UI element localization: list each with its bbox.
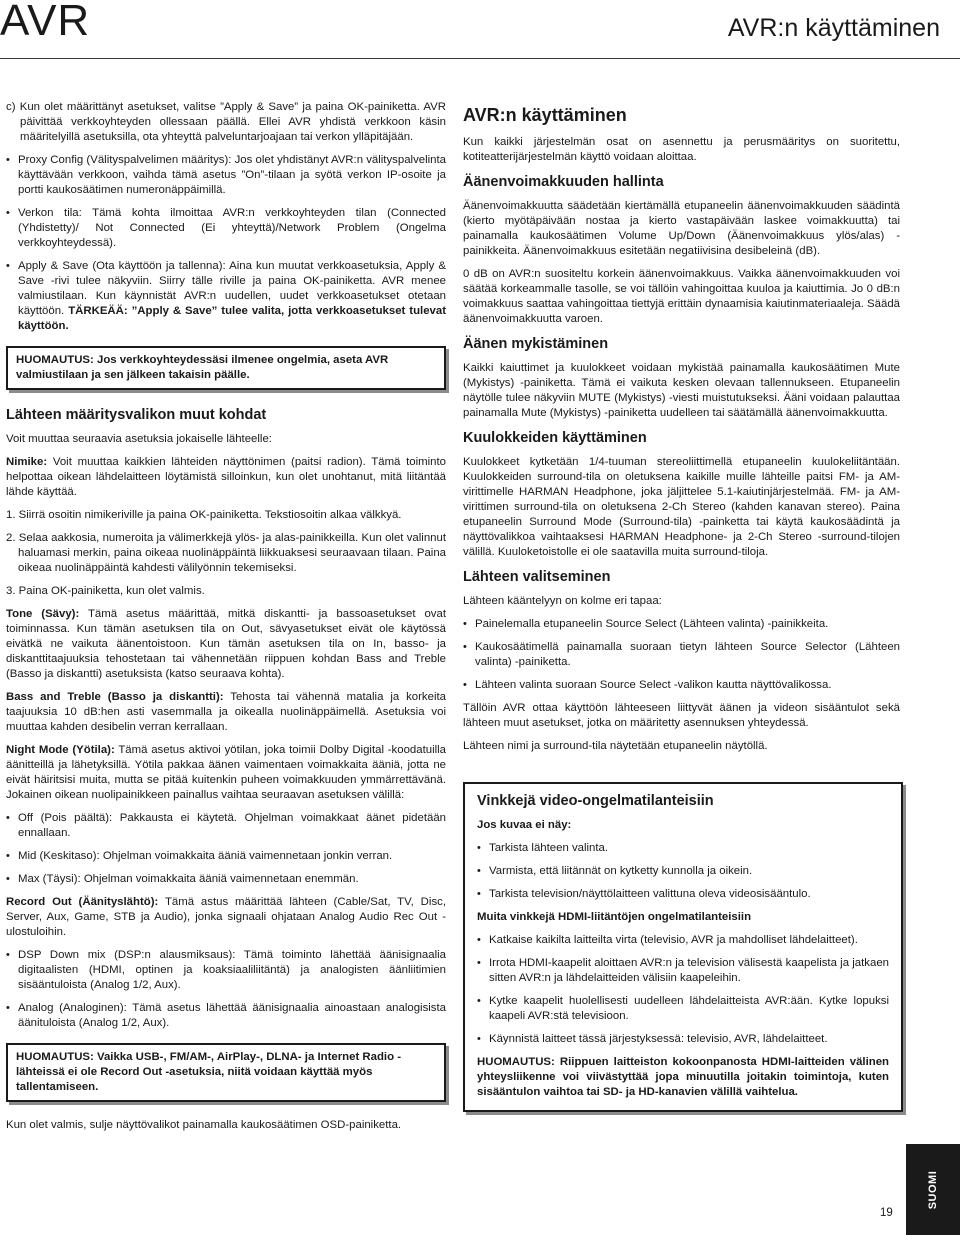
bullet-icon: •: [6, 154, 10, 166]
record-bullet-dsp: [6, 948, 446, 993]
section-title: AVR:n käyttäminen: [463, 105, 627, 125]
bullet-text: Tarkista lähteen valinta.: [489, 842, 609, 854]
section-heading-source-setup: Lähteen määritysvalikon muut kohdat: [6, 407, 267, 423]
headphones-paragraph: Kuulokkeet kytketään 1/4-tuuman stereoliittimellä etupaneelin kuulokeliitäntään. Kuulokkeiden surround-tila on oletuksena kaikille muille lähteille paitsi FM- ja AM-virittimelle HARMAN Headphone, joka jäljittelee 5.1-kaiutinjärjestelmää. FM- ja AM-virittimen surround-tila on oletuksena 2-Ch Stereo (kahden kanavan stereo). Paina etupaneelin Surround Mode (Surround-tila) -painketta tai käytä kaukosäädintä ja näyttövalikkoa vaihtaaksesi HARMAN Headphone- ja 2-Ch Stereo -surround-tilojen välillä. Kuuloketoistolle ei ole saatavilla muita surround-tiloja.: [463, 456, 900, 558]
bullet-network-status: [6, 206, 446, 251]
network-note-box: [6, 346, 446, 390]
bullet-text: Apply & Save (Ota käyttöön ja tallenna): Aina kun muutat verkkoasetuksia, Apply & Save -rivi tulee näkyviin. Siirry tälle riville ja paina OK-painiketta. AVR menee valmiustilaan. Kun käynnistät AVR:n uudellen, uudet verkkoasetukset otetaan käyttöön.: [18, 260, 446, 317]
bullet-text: Painelemalla etupaneelin Source Select (Lähteen valinta) -painikkeita.: [475, 618, 829, 630]
volume-heading: Äänenvoimakkuuden hallinta: [463, 174, 664, 190]
bullet-icon: •: [463, 618, 467, 630]
record-out-paragraph: [6, 895, 446, 940]
network-note: HUOMAUTUS: Jos verkkoyhteydessäsi ilmenee ongelmia, aseta AVR valmiustilaan ja sen jälkeen takaisin päälle.: [16, 354, 389, 381]
bullet-text: Off (Pois päältä): Pakkausta ei käytetä. Ohjelman voimakkaat äänet pidetään ennallaan.: [18, 812, 446, 839]
source-heading: Lähteen valitseminen: [463, 569, 611, 585]
closing-text: Kun olet valmis, sulje näyttövalikot painamalla kaukosäätimen OSD-painiketta.: [6, 1119, 402, 1131]
headphones-heading: Kuulokkeiden käyttäminen: [463, 430, 647, 446]
bullet-text: DSP Down mix (DSP:n alausmiksaus): Tämä toiminto lähettää äänisignaalia digitaalisten (HDMI, optinen ja koaksiaaliliitäntä) ja analogisten äänliitimien sisääntuloista (Analog 1/2, Aux).: [18, 949, 446, 991]
volume-paragraph-2: 0 dB on AVR:n suositeltu korkein äänenvoimakkuus. Vaikka äänenvoimakkuuden voi säätää korkeammalle tasolle, se voi tällöin vahingoittaa kuuloa ja kaiuttimia. Jo 0 dB:n voimakkuus saattaa vahingoittaa tiettyjä erittäin dynaamisia kaiutinmateriaaleja. Säädä äänenvoimakkuutta varoen.: [463, 268, 900, 325]
bullet-text: Käynnistä laitteet tässä järjestyksessä: televisio, AVR, lähdelaitteet.: [489, 1033, 828, 1045]
night-bullet-mid: [6, 849, 446, 864]
night-mode-label: Night Mode (Yötila):: [6, 744, 115, 756]
bullet-text: Proxy Config (Välityspalvelimen määritys): Jos olet yhdistänyt AVR:n välityspalvelinta käyttävään verkkoon, vaihda tämä asetus ”On”-tilaan ja syötä verkon IP-osoite ja portti kaukosäätimen numeronäppäimillä.: [18, 154, 446, 196]
tips-note: HUOMAUTUS: Riippuen laitteiston kokoonpanosta HDMI-laitteiden välinen yhteysliikenne voi viivästyttää jopa minuutilla joitakin toimintoja, kuten sisääntulon vaihtoa tai SD- ja HD-kanavien välillä vaihtelua.: [477, 1056, 889, 1098]
record-note-box: [6, 1043, 446, 1102]
source-setup-intro: Voit muuttaa seuraavia asetuksia jokaiselle lähteelle:: [6, 433, 272, 445]
bullet-proxy-config: [6, 153, 446, 198]
intro-text: Kun kaikki järjestelmän osat on asennettu ja perusmääritys on suoritettu, kotiteatterijärjestelmän käyttö voidaan aloittaa.: [463, 136, 900, 163]
bass-treble-text: Tehosta tai vähennä matalia ja korkeita taajuuksia 10 dB:hen asti vasemmalla ja oikealla nuolinäppäimellä. Asetuksia voi muuttaa kahden desibelin verran kerrallaan.: [6, 691, 446, 733]
tips-heading: Vinkkejä video-ongelmatilanteisiin: [477, 793, 714, 809]
bullet-icon: •: [477, 995, 481, 1007]
page-number: 19: [880, 1207, 893, 1219]
mute-paragraph: Kaikki kaiuttimet ja kuulokkeet voidaan mykistää painamalla kaukosäätimen Mute (Mykistys) -painiketta. Tämä ei vaikuta kesken olevaan tallennukseen. Etupaneelin näytölle tulee näkyviin MUTE (Mykistys) -viesti muistutukseksi. Ääni voidaan palauttaa painamalla Mute (Mykistys) -painiketta uudelleen tai säätämällä äänenvoimakkuutta.: [463, 362, 900, 419]
header-divider: [0, 58, 960, 59]
tip-item: [477, 994, 889, 1024]
record-out-label: Record Out (Äänityslähtö):: [6, 896, 159, 908]
night-bullet-max: [6, 872, 446, 887]
important-note: TÄRKEÄÄ: ”Apply & Save” tulee valita, jotta verkkoasetukset tulevat käyttöön.: [18, 305, 446, 332]
bullet-icon: •: [6, 850, 10, 862]
source-intro: Lähteen kääntelyyn on kolme eri tapaa:: [463, 595, 662, 607]
tips-subheading-hdmi: Muita vinkkejä HDMI-liitäntöjen ongelmatilanteisiin: [477, 911, 752, 923]
tip-item: [477, 933, 889, 948]
bullet-text: Verkon tila: Tämä kohta ilmoittaa AVR:n verkkoyhteyden tilan (Connected (Yhdistetty)/ Not Connected (Ei yhteyttä)/Network Problem (Ongelma verkkoyhteydessä).: [18, 207, 446, 249]
bullet-icon: •: [6, 949, 10, 961]
record-out-text: Tämä astus määrittää lähteen (Cable/Sat, TV, Disc, Server, Aux, Game, STB ja Audio), jonka signaali ohjataan Analog Audio Rec Out -ulostuloihin.: [6, 896, 446, 938]
source-bullet-3: [463, 678, 900, 693]
step-2: 2. Selaa aakkosia, numeroita ja välimerkkejä ylös- ja alas-painikkeilla. Kun olet valinnut haluamasi merkin, paina oikeaa nuolinäppäintä liikkuaksesi seuraavaan tilaan. Paina oikeaa nuolinäppäintä kahdesti välilyönnin tekemiseksi.: [6, 532, 446, 574]
source-bullet-1: [463, 617, 900, 632]
bullet-icon: •: [477, 934, 481, 946]
night-bullet-off: [6, 811, 446, 841]
page-title: AVR:n käyttäminen: [727, 14, 940, 42]
bullet-text: Max (Täysi): Ohjelman voimakkaita ääniä vaimennetaan enemmän.: [18, 873, 359, 885]
video-tips-box: [463, 782, 903, 1112]
record-note: HUOMAUTUS: Vaikka USB-, FM/AM-, AirPlay-, DLNA- ja Internet Radio -lähteissä ei ole Record Out -asetuksia, niitä voidaan käyttää myös tallentamiseen.: [16, 1051, 401, 1093]
nimike-text: Voit muuttaa kaikkien lähteiden näyttönimen (paitsi radion). Tämä toiminto helpottaa oikean lähdelaitteen löytämistä silloinkun, kun olet unohtanut, mitä liitäntää lähde käyttää.: [6, 456, 446, 498]
bullet-icon: •: [6, 207, 10, 219]
bullet-icon: •: [463, 641, 467, 653]
volume-paragraph-1: Äänenvoimakkuutta säädetään kiertämällä etupaneelin äänenvoimakkuuden säädintä (kierto myötäpäivään nostaa ja kierto vastapäivään laskee voimakkuutta) tai painamalla kaukosäätimen Volume Up/Down (Äänenvoimakkuus ylös/alas) -painikkeita. Äänenvoimakkuus esitetään negatiivisina desibeleinä (dB).: [463, 200, 900, 257]
tip-item: [477, 841, 889, 856]
night-mode-text: Tämä asetus aktivoi yötilan, joka toimii Dolby Digital -koodatuilla äänitteillä ja lähetyksillä. Yötila pakkaa äänen vaimentaen voimakkaita ääniä, jotta ne eivät häiritsisi muita, mutta se pitää kuitenkin puheen voimakkuuden ymmärrettävänä. Jokainen oikean nuolipainikkeen painallus vaihtaa seuraavan asetuksen välillä:: [6, 744, 446, 801]
left-column: [6, 100, 446, 1141]
bullet-icon: •: [477, 1033, 481, 1045]
bullet-text: Varmista, että liitännät on kytketty kunnolla ja oikein.: [489, 865, 753, 877]
bullet-icon: •: [477, 842, 481, 854]
step-1: 1. Siirrä osoitin nimikeriville ja paina OK-painiketta. Tekstiosoitin alkaa välkkyä.: [6, 509, 402, 521]
bullet-icon: •: [6, 873, 10, 885]
step-c: c) Kun olet määrittänyt asetukset, valitse ”Apply & Save” ja paina OK-painiketta. AVR päivittää verkkoyhteyden ollessaan päällä. Ellei AVR yhdistä verkkoon käsin määritelyillä asetuksilla, ota yhteyttä palveluntarjoajaan tai verkon ylläpitäjään.: [6, 101, 446, 143]
tone-paragraph: [6, 607, 446, 682]
bullet-icon: •: [477, 957, 481, 969]
bullet-text: Tarkista television/näyttölaitteen valittuna oleva videosisääntulo.: [489, 888, 811, 900]
source-paragraph-1: Tällöin AVR ottaa käyttöön lähteeseen liittyvät äänen ja videon sisääntulot sekä lähteen muut asetukset, jotka on määritetty asennuksen yhteydessä.: [463, 702, 900, 729]
source-bullet-2: [463, 640, 900, 670]
bullet-text: Lähteen valinta suoraan Source Select -valikon kautta näyttövalikossa.: [475, 679, 832, 691]
bullet-text: Analog (Analoginen): Tämä asetus lähettää äänisignaalia ainoastaan analogisista äänituloista (Analog 1/2, Aux).: [18, 1002, 446, 1029]
bullet-icon: •: [6, 260, 10, 272]
bullet-apply-save: [6, 259, 446, 334]
tips-subheading-no-picture: Jos kuvaa ei näy:: [477, 819, 572, 831]
tone-label: Tone (Sävy):: [6, 608, 80, 620]
bass-treble-label: Bass and Treble (Basso ja diskantti):: [6, 691, 224, 703]
tip-item: [477, 1032, 889, 1047]
bullet-icon: •: [6, 812, 10, 824]
bullet-text: Kytke kaapelit huolellisesti uudelleen lähdelaitteista AVR:ään. Kytke lopuksi kaapeli AVR:stä televisioon.: [489, 995, 889, 1022]
tip-item: [477, 864, 889, 879]
language-label: SUOMI: [927, 1170, 939, 1209]
bass-treble-paragraph: [6, 690, 446, 735]
tip-item: [477, 956, 889, 986]
nimike-label: Nimike:: [6, 456, 48, 468]
night-mode-paragraph: [6, 743, 446, 803]
mute-heading: Äänen mykistäminen: [463, 336, 609, 352]
step-3: 3. Paina OK-painiketta, kun olet valmis.: [6, 585, 205, 597]
nimike-paragraph: [6, 455, 446, 500]
bullet-icon: •: [477, 888, 481, 900]
bullet-text: Mid (Keskitaso): Ohjelman voimakkaita ääniä vaimennetaan jonkin verran.: [18, 850, 393, 862]
bullet-icon: •: [6, 1002, 10, 1014]
tip-item: [477, 887, 889, 902]
bullet-text: Katkaise kaikilta laitteilta virta (televisio, AVR ja mahdolliset lähdelaitteet).: [489, 934, 858, 946]
bullet-text: Irrota HDMI-kaapelit aloittaen AVR:n ja television välisestä kaapelista ja jatkaen sitten AVR:n ja lähdelaitteiden välisiin kaapeleihin.: [489, 957, 889, 984]
record-bullet-analog: [6, 1001, 446, 1031]
bullet-icon: •: [463, 679, 467, 691]
tone-text: Tämä asetus määrittää, mitkä diskantti- ja bassoasetukset ovat toiminnassa. Kun tämän asetuksen tila on Out, sävyasetukset eivät ole käytössä eivätkä ne vaikuta äänentoistoon. Kun tämän asetuksen tila on In, basso- ja diskanttitaajuuksia tehostetaan tai vähennetään riippuen kohdan Bass and Treble (Basso ja diskantti) asetuksista (katso seuraava kohta).: [6, 608, 446, 680]
right-column: [463, 104, 900, 1112]
bullet-text: Kaukosäätimellä painamalla suoraan tietyn lähteen Source Selector (Lähteen valinta) -painiketta.: [475, 641, 900, 668]
source-paragraph-2: Lähteen nimi ja surround-tila näytetään etupaneelin näytöllä.: [463, 740, 768, 752]
brand-title: AVR: [0, 0, 91, 45]
language-tab: [906, 1144, 960, 1235]
bullet-icon: •: [477, 865, 481, 877]
